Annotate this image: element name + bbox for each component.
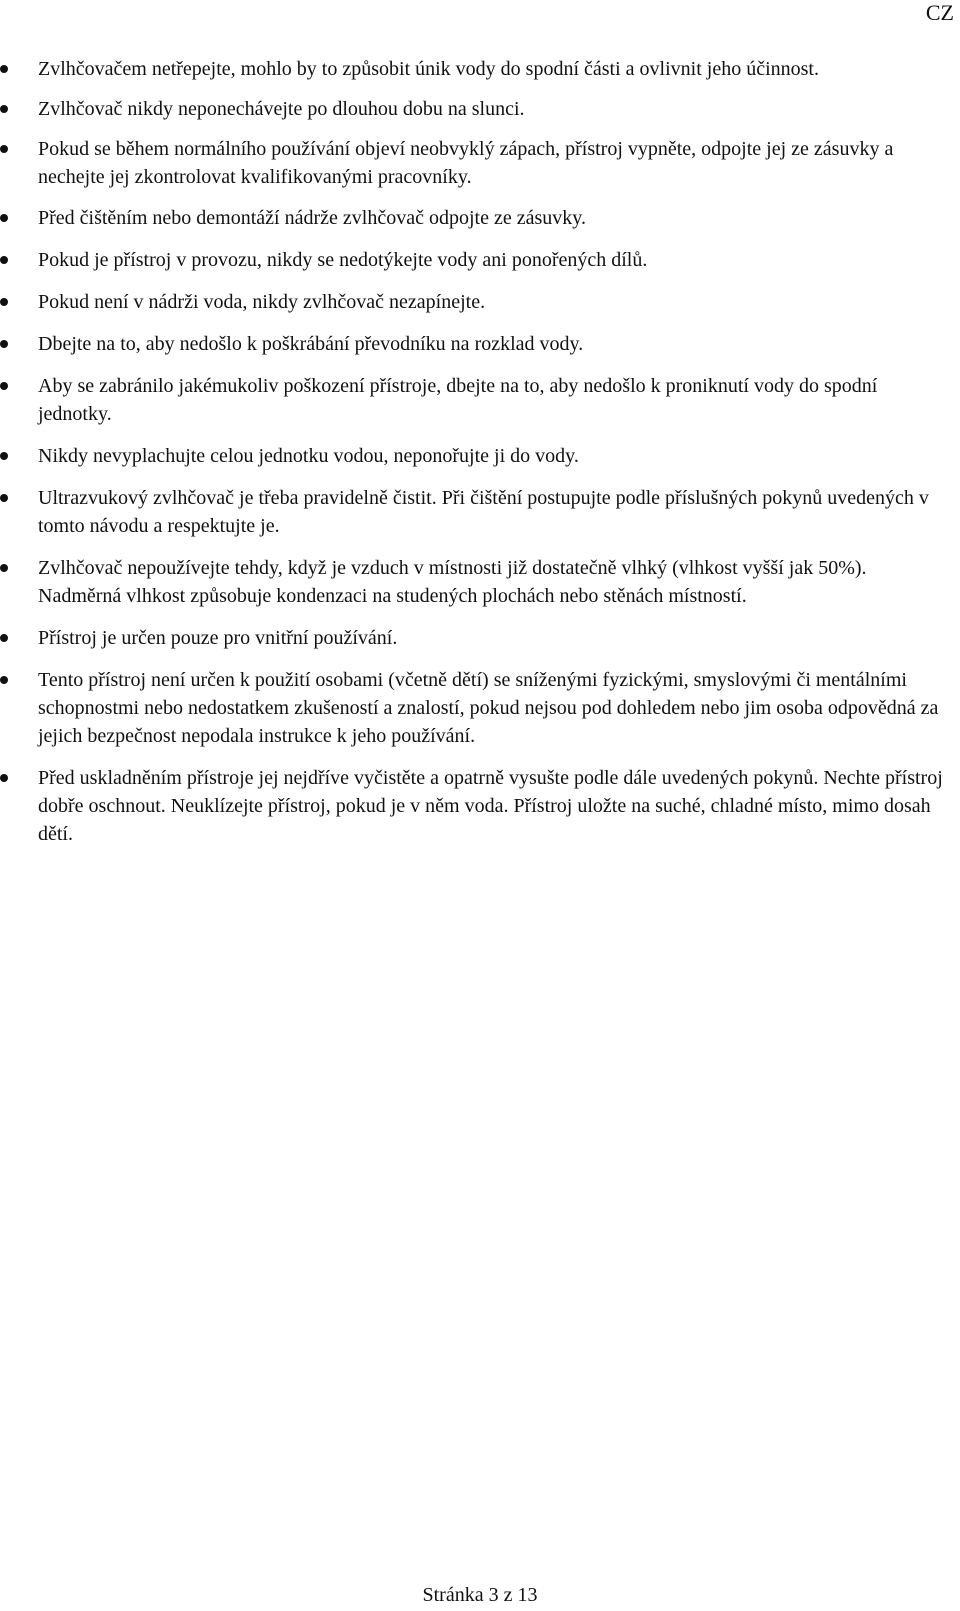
bullet-icon <box>0 256 8 264</box>
list-item-text: Aby se zabránilo jakémukoliv poškození přístroje, dbejte na to, aby nedošlo k proniknutí vody do spodní jednotky. <box>38 375 878 425</box>
list-item <box>0 442 950 470</box>
list-item-text: Zvlhčovačem netřepejte, mohlo by to způsobit únik vody do spodní části a ovlivnit jeho účinnost. <box>38 58 819 80</box>
list-item <box>0 55 950 83</box>
bullet-icon <box>0 298 8 306</box>
bullet-icon <box>0 676 8 684</box>
bullet-icon <box>0 214 8 222</box>
list-item <box>0 330 950 358</box>
list-item <box>0 204 950 232</box>
list-item-text: Zvlhčovač nikdy neponechávejte po dlouhou dobu na slunci. <box>38 98 525 120</box>
bullet-icon <box>0 382 8 390</box>
list-item <box>0 288 950 316</box>
list-item <box>0 135 950 191</box>
bullet-icon <box>0 634 8 642</box>
bullet-icon <box>0 774 8 782</box>
bullet-icon <box>0 564 8 572</box>
list-item <box>0 484 950 540</box>
bullet-icon <box>0 105 8 113</box>
list-item-text: Pokud je přístroj v provozu, nikdy se nedotýkejte vody ani ponořených dílů. <box>38 249 648 271</box>
bullet-icon <box>0 145 8 153</box>
list-item-text: Přístroj je určen pouze pro vnitřní používání. <box>38 627 398 649</box>
list-item <box>0 246 950 274</box>
list-item <box>0 666 950 750</box>
list-item <box>0 764 950 848</box>
list-item-text: Pokud není v nádrži voda, nikdy zvlhčovač nezapínejte. <box>38 291 486 313</box>
language-tag: CZ <box>925 0 954 25</box>
list-item-text: Nikdy nevyplachujte celou jednotku vodou, neponořujte ji do vody. <box>38 445 579 467</box>
bullet-icon <box>0 452 8 460</box>
list-item-text: Před čištěním nebo demontáží nádrže zvlhčovač odpojte ze zásuvky. <box>38 207 586 229</box>
bullet-icon <box>0 494 8 502</box>
list-item-text: Dbejte na to, aby nedošlo k poškrábání převodníku na rozklad vody. <box>38 333 584 355</box>
list-item <box>0 95 950 123</box>
list-item-text: Pokud se během normálního používání objeví neobvyklý zápach, přístroj vypněte, odpojte jej ze zásuvky a nechejte jej zkontrolovat kvalifikovanými pracovníky. <box>38 138 894 188</box>
list-item <box>0 372 950 428</box>
list-item-text: Zvlhčovač nepoužívejte tehdy, když je vzduch v místnosti již dostatečně vlhký (vlhkost vyšší jak 50%). Nadměrná vlhkost způsobuje kondenzaci na studených plochách nebo stěnách místností. <box>38 557 867 607</box>
safety-instructions-list <box>0 55 950 862</box>
page-number: Stránka 3 z 13 <box>422 1584 538 1606</box>
bullet-icon <box>0 340 8 348</box>
bullet-icon <box>0 65 8 73</box>
list-item-text: Před uskladněním přístroje jej nejdříve vyčistěte a opatrně vysušte podle dále uvedených pokynů. Nechte přístroj dobře oschnout. Neuklízejte přístroj, pokud je v něm voda. Přístroj uložte na suché, chladné místo, mimo dosah dětí. <box>38 767 943 845</box>
list-item-text: Tento přístroj není určen k použití osobami (včetně dětí) se sníženými fyzickými, smyslovými či mentálními schopnostmi nebo nedostatkem zkušeností a znalostí, pokud nejsou pod dohledem nebo jim osoba odpovědná za jejich bezpečnost nepodala instrukce k jeho používání. <box>38 669 939 747</box>
list-item <box>0 554 950 610</box>
list-item <box>0 624 950 652</box>
list-item-text: Ultrazvukový zvlhčovač je třeba pravidelně čistit. Při čištění postupujte podle příslušných pokynů uvedených v tomto návodu a respektujte je. <box>38 487 929 537</box>
